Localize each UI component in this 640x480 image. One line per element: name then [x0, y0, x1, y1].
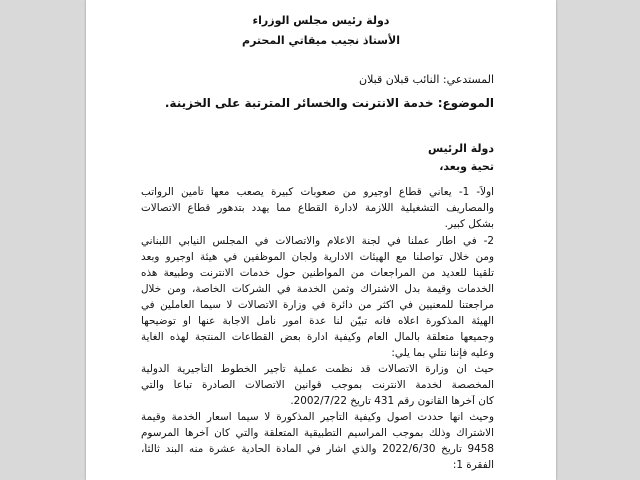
body-line: الخدمات وقيمة بدل الاشتراك وثمن الخدمة في الشركات الخاصة، ومن خلال — [141, 283, 494, 295]
body-line: وجميعها متعلقة بالمال العام وكيفية ادارة بعض القطاعات المنتجة لهذه الغاية — [141, 331, 494, 343]
subject-line: الموضوع: خدمة الانترنت والخسائر المترتبة على الخزينة. — [164, 96, 494, 110]
body-line: بشكل كبير. — [444, 218, 494, 230]
body-line: حيث ان وزارة الاتصالات قد نظمت عملية تأجير الخطوط التأجيرية الدولية — [141, 363, 494, 375]
salutation-title: دولة الرئيس — [427, 142, 494, 155]
body-line: الاشتراك وذلك بموجب المراسيم التطبيقية المتعلقة والتي كان آخرها المرسوم — [141, 427, 494, 439]
salutation-greeting: تحية وبعد، — [439, 160, 494, 173]
body-line: الهيئة المذكورة اعلاه فانه تبيّن لنا عدة امور نأمل الاجابة عنها او توضيحها — [141, 315, 494, 327]
addressee-title: دولة رئيس مجلس الوزراء — [252, 14, 390, 27]
body-line: وحيث انها حددت اصول وكيفية التأجير المذكورة لا سيما اسعار الخدمة وقيمة — [141, 411, 494, 423]
body-line: المخصصة لخدمة الانترنت بموجب قوانين الاتصالات الصادرة تباعاً والتي — [141, 379, 494, 391]
body-line: وعليه فإننا نتلي بما يلي: — [391, 347, 494, 359]
addressee-name: الأستاذ نجيب ميقاتي المحترم — [242, 34, 400, 47]
sender-line: المستدعي: النائب قبلان قبلان — [359, 73, 494, 86]
body-line: تلقينا للعديد من المراجعات من المواطنين حول خدمات الانترنت وطبيعة هذه — [141, 267, 494, 279]
body-line: ومن خلال تواصلنا مع الهيئات الادارية ولجان الموظفين في هيئة اوجيرو وبعد — [141, 251, 494, 263]
body-line: 9458 تاريخ 2022/6/30 والذي اشار في المادة الحادية عشرة منه البند ثالثاً، — [141, 443, 494, 455]
body-line: والمصاريف التشغيلية اللازمة لادارة القطاع مما يهدد بتدهور قطاع الاتصالات — [141, 202, 494, 214]
body-line: مراجعتنا للمعنيين في اكثر من دائرة في وزارة الاتصالات لا سيما العاملين في — [141, 299, 494, 311]
body-line: كان آخرها القانون رقم 431 تاريخ 2002/7/22. — [290, 395, 494, 407]
body-line: 2- في اطار عملنا في لجنة الاعلام والاتصالات في المجلس النيابي اللبناني — [141, 235, 494, 247]
document-page — [86, 0, 556, 480]
body-line: اولاً- 1- يعاني قطاع اوجيرو من صعوبات كبيرة يصعب معها تأمين الرواتب — [141, 186, 494, 198]
document-content — [86, 0, 556, 480]
body-line: الفقرة 1: — [452, 459, 494, 471]
